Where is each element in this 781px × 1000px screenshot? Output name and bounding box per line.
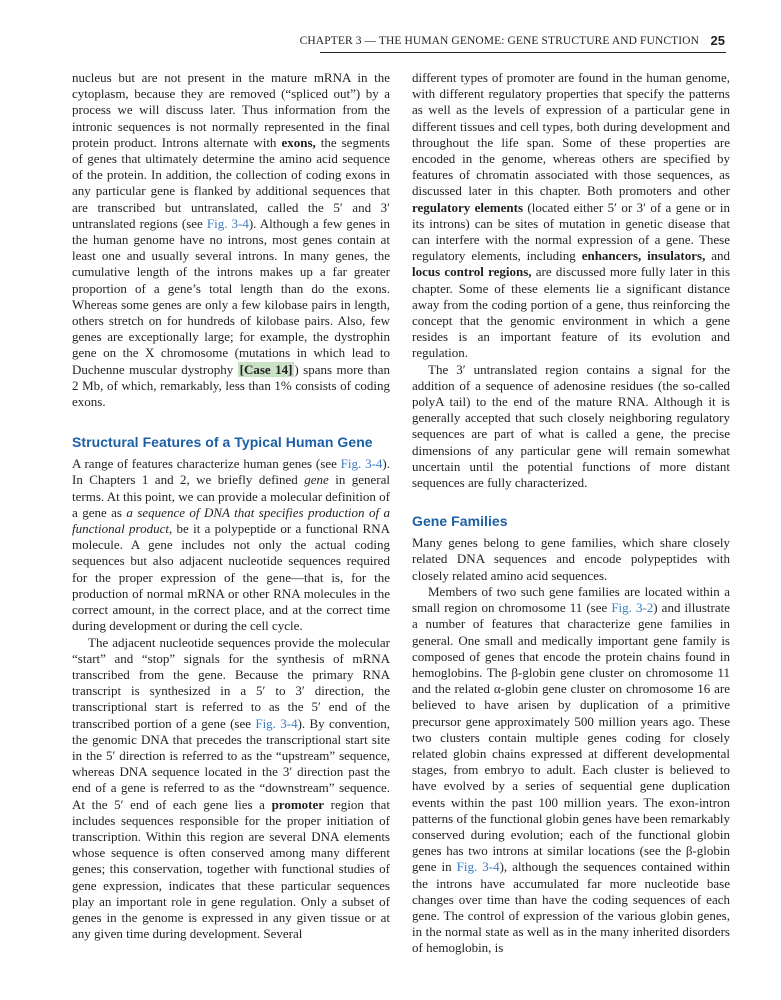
bold-term: enhancers, insulators, bbox=[581, 248, 706, 264]
paragraph: Many genes belong to gene families, which share closely related DNA sequences and encode polypeptides with closely related amino acid sequences. bbox=[412, 535, 730, 583]
paragraph: The adjacent nucleotide sequences provide the molecular “start” and “stop” signals for the synthesis of mRNA transcribed from the gene. Because the primary RNA transcript is synthesized in a 5′ to 3′ direction, the transcriptional start is referred to as the 5′ end of the transcribed portion of a gene (see Fig. 3-4). By convention, the genomic DNA that precedes the transcriptional start site in the 5′ direction is referred to as the “upstream” sequence, whereas DNA sequence located in the 3′ direction past the end of a gene is referred to as the “downstream” sequence. At the 5′ end of each gene lies a promoter region that includes sequences responsible for the proper initiation of transcription. Within this region are several DNA elements whose sequence is often conserved among many different genes; this conservation, together with functional studies of gene expression, indicates that these particular sequences play an important role in gene regulation. Only a subset of genes in the genome is expressed in any given tissue or at any given time during development. Several bbox=[72, 634, 391, 942]
figure-link[interactable]: Fig. 3-4 bbox=[340, 456, 383, 472]
italic-text: a sequence of DNA that specifies production of a functional product, bbox=[72, 504, 391, 537]
section-heading: Gene Families bbox=[412, 513, 508, 530]
paragraph: A range of features characterize human genes (see Fig. 3-4). In Chapters 1 and 2, we briefly defined gene in general terms. At this point, we can provide a molecular definition of a gene as a sequence of DNA that specifies production of a functional product, be it a polypeptide or a functional RNA molecule. A gene includes not only the actual coding sequences but also adjacent nucleotide sequences required for the proper expression of the gene—that is, for the production of normal mRNA or other RNA molecules in the correct amount, in the correct place, and at the correct time during development or during the cell cycle. bbox=[72, 456, 391, 634]
case-reference[interactable]: [Case 14] bbox=[239, 361, 293, 377]
section-heading: Structural Features of a Typical Human Gene bbox=[72, 434, 373, 451]
paragraph: Members of two such gene families are located within a small region on chromosome 11 (see Fig. 3-2) and illustrate a number of features that characterize gene families in general. One small and medically important gene family is composed of genes that encode the protein chains found in hemoglobins. The β-globin gene cluster on chromosome 11 and the related α-globin gene cluster on chromosome 16 are believed to have arisen by duplication of a primitive precursor gene approximately 500 million years ago. These two clusters contain multiple genes coding for closely related globin chains expressed at different developmental stages, from embryo to adult. Each cluster is believed to have evolved by a series of sequential gene duplication events within the past 100 million years. The exon-intron patterns of the functional globin genes have been remarkably conserved during evolution; each of the functional globin genes has two introns at similar locations (see the β-globin gene in Fig. 3-4), although the sequences contained within the introns have accumulated far more nucleotide base changes over time than have the coding sequences of each gene. The control of expression of the various globin genes, in the normal state as well as in the many inherited disorders of hemoglobin, is bbox=[412, 583, 730, 956]
bold-term: locus control regions, bbox=[412, 264, 532, 280]
page-number: 25 bbox=[710, 33, 725, 48]
paragraph: nucleus but are not present in the mature mRNA in the cytoplasm, because they are removed (“spliced out”) by a process we will discuss later. Thus information from the intronic sequences is not normally represented in the final protein product. Introns alternate with exons, the segments of genes that ultimately determine the amino acid sequence of the protein. In addition, the collection of coding exons in any particular gene is flanked by additional sequences that are transcribed but untranslated, called the 5′ and 3′ untranslated regions (see Fig. 3-4). Although a few genes in the human genome have no introns, most genes contain at least one and usually several introns. In many genes, the cumulative length of the introns makes up a far greater proportion of a gene’s total length than do the exons. Whereas some genes are only a few kilobase pairs in length, others stretch on for hundreds of kilobase pairs. Also, few genes are exceptionally large; for example, the dystrophin gene on the X chromosome (mutations in which lead to Duchenne muscular dystrophy [Case 14] ) spans more than 2 Mb, of which, remarkably, less than 1% consists of coding exons. bbox=[72, 70, 391, 410]
figure-link[interactable]: Fig. 3-4 bbox=[255, 715, 298, 731]
bold-term: promoter bbox=[271, 796, 325, 812]
paragraph: different types of promoter are found in the human genome, with different regulatory properties that specify the patterns as well as the levels of expression of a particular gene in different tissues and cell types, both during development and throughout the life span. Some of these properties are encoded in the genome, whereas others are specified by features of chromatin associated with those sequences, as discussed later in this chapter. Both promoters and other regulatory elements (located either 5′ or 3′ of a gene or in its introns) can be sites of mutation in genetic disease that can interfere with the normal expression of a gene. These regulatory elements, including enhancers, insulators, and locus control regions, are discussed more fully later in this chapter. Some of these elements lie a significant distance away from the coding portion of a gene, thus reinforcing the concept that the genomic environment in which a gene resides is an important feature of its evolution and regulation. bbox=[412, 70, 731, 361]
chapter-title: CHAPTER 3 — THE HUMAN GENOME: GENE STRUCTURE AND FUNCTION bbox=[299, 35, 699, 47]
left-column bbox=[72, 70, 390, 942]
paragraph: The 3′ untranslated region contains a signal for the addition of a sequence of adenosine residues (the so-called polyA tail) to the end of the mature RNA. Although it is generally accepted that such closely neighboring regulatory sequences are part of what is called a gene, the precise dimensions of any particular gene will remain somewhat uncertain until the potential functions of more distant sequences are fully characterized. bbox=[412, 361, 730, 491]
header-rule bbox=[320, 52, 726, 53]
running-header bbox=[0, 0, 781, 60]
figure-link[interactable]: Fig. 3-4 bbox=[206, 215, 249, 231]
bold-term: exons, bbox=[281, 134, 316, 150]
right-column bbox=[412, 70, 730, 957]
bold-term: regulatory elements bbox=[412, 199, 524, 215]
figure-link[interactable]: Fig. 3-4 bbox=[456, 859, 500, 875]
figure-link[interactable]: Fig. 3-2 bbox=[611, 600, 654, 616]
italic-text: gene bbox=[304, 472, 329, 488]
